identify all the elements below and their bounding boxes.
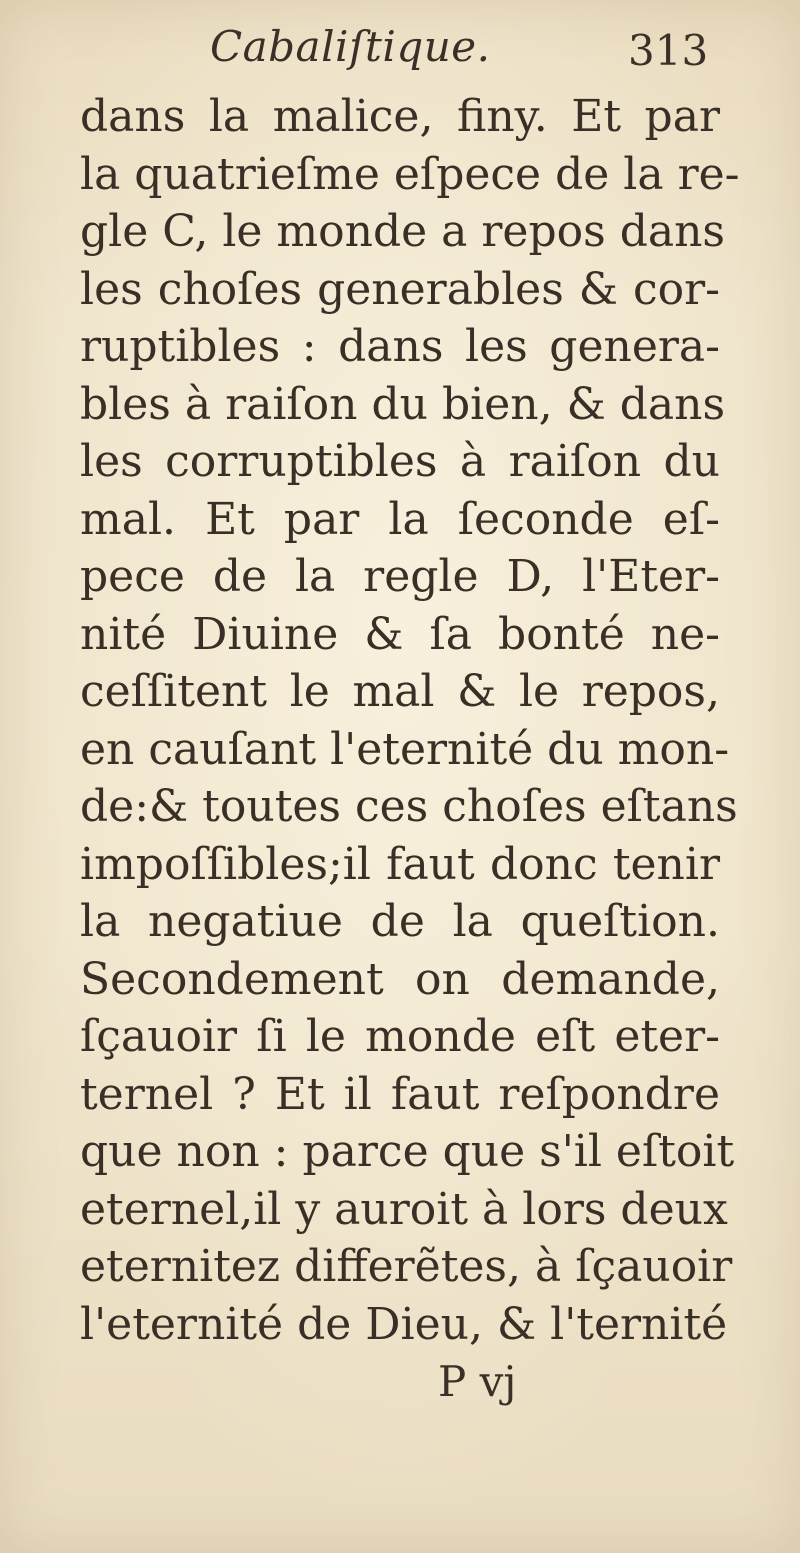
text-line: impoſſibles;il faut donc tenir: [80, 838, 720, 890]
text-line: eternel,il y auroit à lors deux: [80, 1183, 728, 1235]
body-text: [80, 88, 740, 1353]
text-line: en cauſant l'eternité du mon-: [80, 723, 730, 775]
text-line: ſçauoir ſi le monde eſt eter-: [80, 1011, 720, 1062]
text-line: de:& toutes ces choſes eſtans: [80, 781, 738, 832]
text-line: ruptibles : dans les genera-: [80, 321, 720, 372]
text-line: ternel ? Et il faut reſpondre: [80, 1068, 720, 1120]
text-line: la quatrieſme eſpece de la re-: [80, 148, 740, 200]
text-line: ceſſitent le mal & le repos,: [80, 666, 720, 717]
text-line: eternitez differẽtes, à ſçauoir: [80, 1241, 733, 1292]
text-line: mal. Et par la ſeconde eſ-: [80, 493, 720, 545]
text-line: l'eternité de Dieu, & l'ternité: [80, 1298, 728, 1350]
running-head: Cabaliſtique.: [210, 22, 491, 71]
text-line: dans la malice, finy. Et par: [80, 91, 720, 142]
text-line: bles à raiſon du bien, & dans: [80, 378, 726, 430]
page-number: 313: [628, 26, 709, 75]
text-line: les choſes generables & cor-: [80, 263, 720, 315]
catchword: P vj: [438, 1357, 517, 1406]
text-line: Secondement on demande,: [80, 953, 720, 1005]
text-line: la negatiue de la queſtion.: [80, 896, 720, 947]
text-line: gle C, le monde a repos dans: [80, 206, 726, 257]
text-line: les corruptibles à raiſon du: [80, 436, 720, 487]
text-line: que non : parce que s'il eſtoit: [80, 1126, 735, 1177]
text-line: pece de la regle D, l'Eter-: [80, 551, 720, 602]
text-line: nité Diuine & ſa bonté ne-: [80, 608, 720, 660]
